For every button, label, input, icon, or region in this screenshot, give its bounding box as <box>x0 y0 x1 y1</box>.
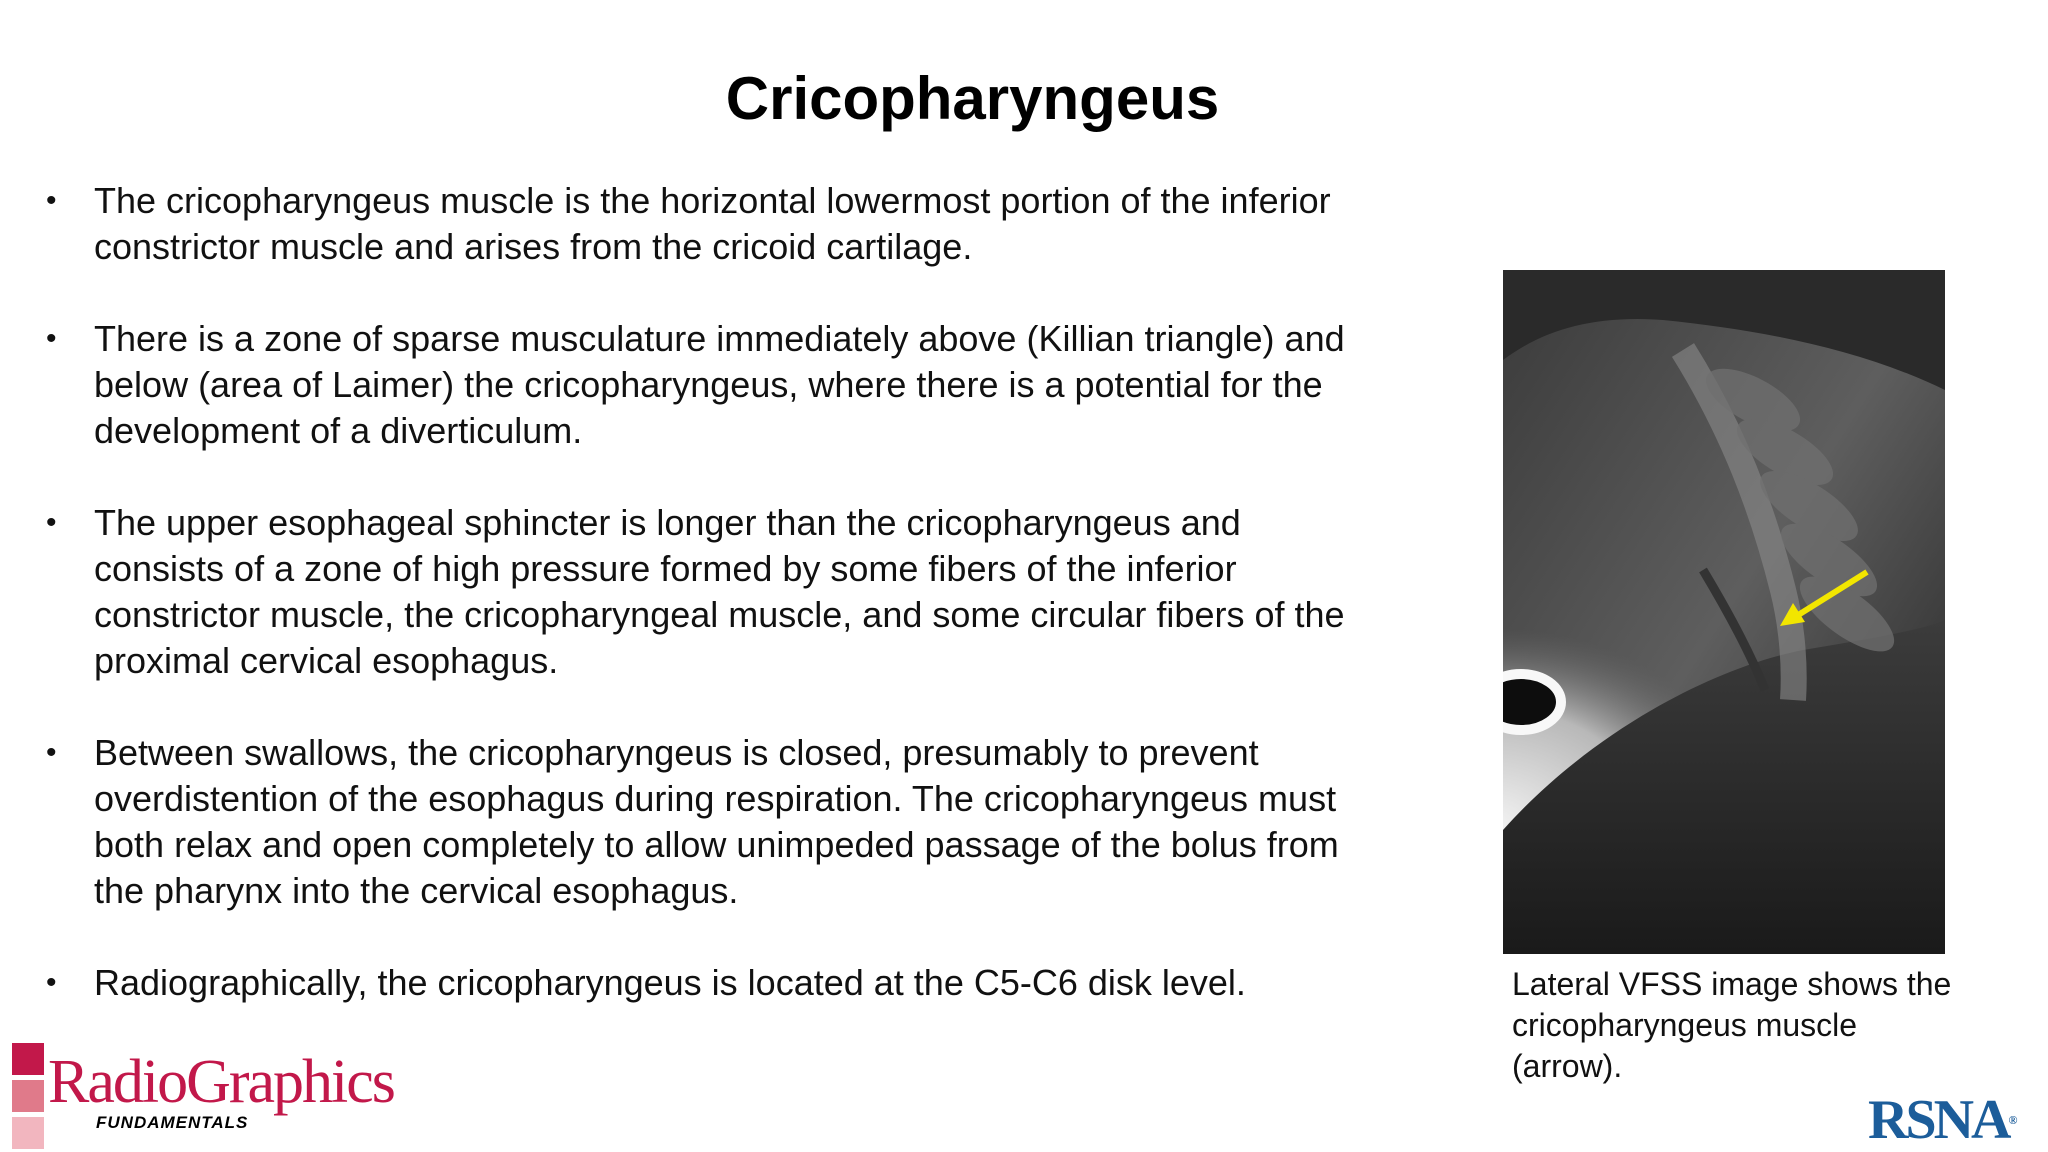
bullet-dot: • <box>46 184 57 217</box>
rsna-wordmark: RSNA <box>1868 1089 2009 1151</box>
figure-caption: Lateral VFSS image shows the cricopharyngeus muscle (arrow). <box>1512 966 1952 1084</box>
registered-mark: ® <box>2008 1113 2018 1127</box>
bullet-text: Radiographically, the cricopharyngeus is located at the C5-C6 disk level. <box>94 962 1246 1003</box>
radiographics-logo <box>12 1043 432 1149</box>
vfss-xray-image <box>1503 270 1945 954</box>
bullet-item-5 <box>46 960 1376 1006</box>
radiographics-wordmark: RadioGraphics <box>48 1048 394 1116</box>
radiographics-subtitle: FUNDAMENTALS <box>96 1113 249 1132</box>
bullet-dot: • <box>46 322 57 355</box>
bullet-dot: • <box>46 966 57 999</box>
bullet-item-4 <box>46 730 1376 914</box>
bullet-item-3 <box>46 500 1376 684</box>
bullet-dot: • <box>46 736 57 769</box>
bullet-text: The cricopharyngeus muscle is the horizontal lowermost portion of the inferior constrictor muscle and arises from the cricoid cartilage. <box>94 180 1331 267</box>
xray-illustration <box>1503 270 1945 954</box>
bullet-text: Between swallows, the cricopharyngeus is closed, presumably to prevent overdistention of the esophagus during respiration. The cricopharyngeus must both relax and open completely to allow unimpeded passage of the bolus from the pharynx into the cervical esophagus. <box>94 732 1339 911</box>
slide-title: Cricopharyngeus <box>725 65 1220 132</box>
bullet-text: The upper esophageal sphincter is longer than the cricopharyngeus and consists of a zone of high pressure formed by some fibers of the inferior constrictor muscle, the cricopharyngeal muscle, and some circular fibers of the proximal cervical esophagus. <box>94 502 1345 681</box>
bullet-text: There is a zone of sparse musculature immediately above (Killian triangle) and below (area of Laimer) the cricopharyngeus, where there is a potential for the development of a diverticulum. <box>94 318 1345 451</box>
bullet-item-1 <box>46 178 1376 270</box>
radiographics-bars-icon <box>12 1043 44 1149</box>
bullet-dot: • <box>46 506 57 539</box>
bullet-item-2 <box>46 316 1376 454</box>
bullet-list <box>46 178 1376 1052</box>
rsna-logo <box>1868 1089 2018 1151</box>
